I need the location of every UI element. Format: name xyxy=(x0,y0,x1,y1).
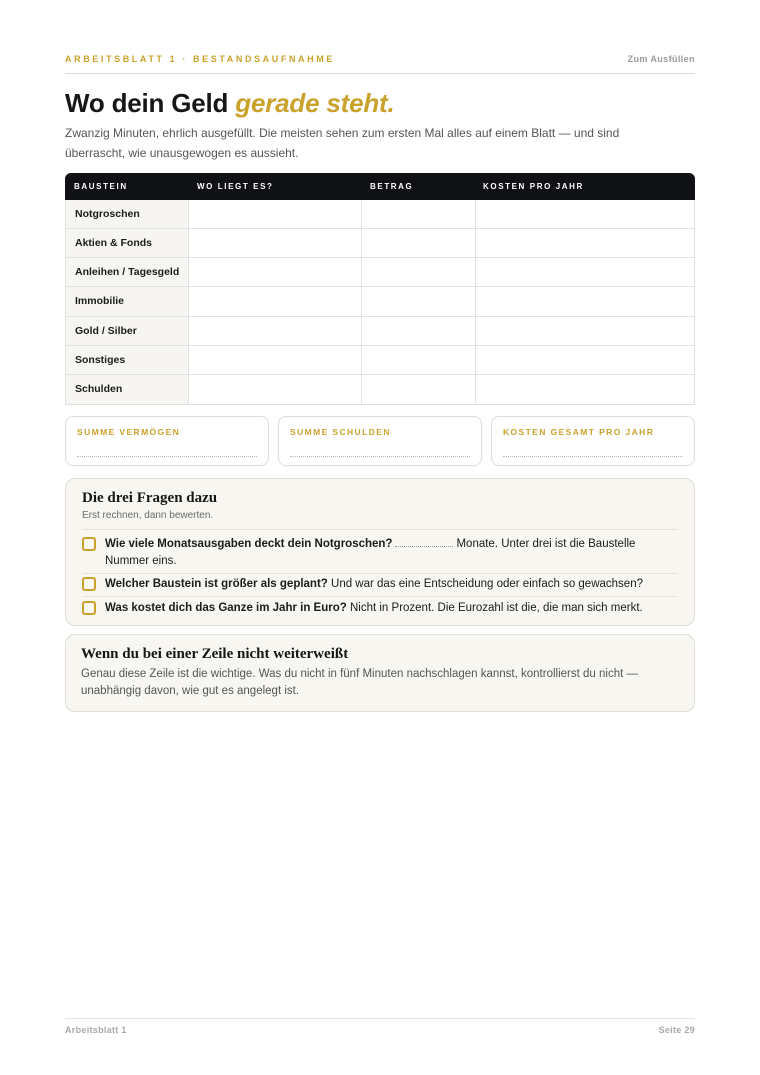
amount-cell[interactable] xyxy=(362,258,476,286)
page-number: Seite 29 xyxy=(658,1025,695,1035)
total-costs-field[interactable] xyxy=(491,416,695,466)
question-bold: Wie viele Monatsausgaben deckt dein Notgroschen? xyxy=(105,538,393,550)
total-assets-field[interactable] xyxy=(65,416,269,466)
divider xyxy=(82,573,678,574)
page-title xyxy=(65,88,395,119)
table-row xyxy=(66,229,694,258)
worksheet-page xyxy=(65,0,695,1075)
total-debts-field[interactable] xyxy=(278,416,482,466)
row-label: Notgroschen xyxy=(75,208,140,220)
annual-cost-cell[interactable] xyxy=(476,346,694,374)
column-header-annual-cost: KOSTEN PRO JAHR xyxy=(483,182,584,191)
row-label-cell xyxy=(66,375,189,404)
table-header xyxy=(65,173,695,200)
questions-subtitle: Erst rechnen, dann bewerten. xyxy=(82,510,214,521)
table-row xyxy=(66,200,694,229)
location-cell[interactable] xyxy=(189,200,362,228)
table-row xyxy=(66,346,694,375)
title-accent: gerade steht. xyxy=(235,88,395,118)
divider xyxy=(82,529,678,530)
note-title: Wenn du bei einer Zeile nicht weiterweißt xyxy=(81,646,349,662)
amount-cell[interactable] xyxy=(362,229,476,257)
amount-cell[interactable] xyxy=(362,346,476,374)
row-label-cell xyxy=(66,200,189,228)
location-cell[interactable] xyxy=(189,346,362,374)
question-bold: Welcher Baustein ist größer als geplant? xyxy=(105,578,328,590)
location-cell[interactable] xyxy=(189,287,362,316)
fill-in-blank[interactable] xyxy=(395,537,453,547)
row-label-cell xyxy=(66,258,189,286)
fill-in-line xyxy=(503,456,683,457)
question-bold: Was kostet dich das Ganze im Jahr in Euro? xyxy=(105,602,347,614)
amount-cell[interactable] xyxy=(362,317,476,345)
row-label: Immobilie xyxy=(75,295,125,307)
row-label: Schulden xyxy=(75,383,123,395)
location-cell[interactable] xyxy=(189,258,362,286)
note-box xyxy=(65,634,695,712)
question-text xyxy=(105,576,654,593)
question-checkbox[interactable] xyxy=(82,577,96,591)
row-label: Sonstiges xyxy=(75,354,126,366)
question-checkbox[interactable] xyxy=(82,601,96,615)
question-text xyxy=(105,600,654,617)
location-cell[interactable] xyxy=(189,375,362,404)
table-row xyxy=(66,317,694,346)
asset-table xyxy=(65,200,695,405)
row-label-cell xyxy=(66,317,189,345)
location-cell[interactable] xyxy=(189,229,362,257)
table-row xyxy=(66,287,694,317)
annual-cost-cell[interactable] xyxy=(476,375,694,404)
question-checkbox[interactable] xyxy=(82,537,96,551)
row-label-cell xyxy=(66,287,189,316)
questions-box xyxy=(65,478,695,626)
total-costs-label: KOSTEN GESAMT PRO JAHR xyxy=(503,427,655,437)
amount-cell[interactable] xyxy=(362,200,476,228)
annual-cost-cell[interactable] xyxy=(476,317,694,345)
column-header-baustein: BAUSTEIN xyxy=(74,182,128,191)
question-text xyxy=(105,536,654,570)
fill-in-label: Zum Ausfüllen xyxy=(627,54,695,64)
amount-cell[interactable] xyxy=(362,375,476,404)
location-cell[interactable] xyxy=(189,317,362,345)
fill-in-line xyxy=(77,456,257,457)
row-label: Gold / Silber xyxy=(75,325,137,337)
amount-cell[interactable] xyxy=(362,287,476,316)
total-assets-label: SUMME VERMÖGEN xyxy=(77,427,181,437)
total-debts-label: SUMME SCHULDEN xyxy=(290,427,391,437)
table-row xyxy=(66,258,694,287)
annual-cost-cell[interactable] xyxy=(476,287,694,316)
question-rest: Und war das eine Entscheidung oder einfach so gewachsen? xyxy=(327,578,643,590)
intro-text: Zwanzig Minuten, ehrlich ausgefüllt. Die meisten sehen zum ersten Mal alles auf einem Blatt — und sind überrascht, wie unausgewogen es aussieht. xyxy=(65,126,620,160)
row-label-cell xyxy=(66,346,189,374)
note-text: Genau diese Zeile ist die wichtige. Was du nicht in fünf Minuten nachschlagen kannst, kontrollierst du nicht — unabhängig davon, wie gut es angelegt ist. xyxy=(81,668,638,697)
questions-title: Die drei Fragen dazu xyxy=(82,490,218,506)
row-label: Anleihen / Tagesgeld xyxy=(75,266,180,278)
annual-cost-cell[interactable] xyxy=(476,229,694,257)
fill-in-line xyxy=(290,456,470,457)
divider xyxy=(82,596,678,597)
question-rest: Monate. Unter drei ist die Baustelle Nummer eins. xyxy=(105,538,636,567)
column-header-location: WO LIEGT ES? xyxy=(197,182,274,191)
row-label: Aktien & Fonds xyxy=(75,237,153,249)
page-header xyxy=(65,54,695,74)
footer-worksheet-label: Arbeitsblatt 1 xyxy=(65,1025,127,1035)
page-footer xyxy=(65,1018,695,1038)
annual-cost-cell[interactable] xyxy=(476,200,694,228)
column-header-amount: BETRAG xyxy=(370,182,414,191)
table-row xyxy=(66,375,694,404)
annual-cost-cell[interactable] xyxy=(476,258,694,286)
row-label-cell xyxy=(66,229,189,257)
section-label: ARBEITSBLATT 1 · BESTANDSAUFNAHME xyxy=(65,54,335,64)
question-rest: Nicht in Prozent. Die Eurozahl ist die, die man sich merkt. xyxy=(346,602,643,614)
title-main: Wo dein Geld xyxy=(65,88,236,118)
